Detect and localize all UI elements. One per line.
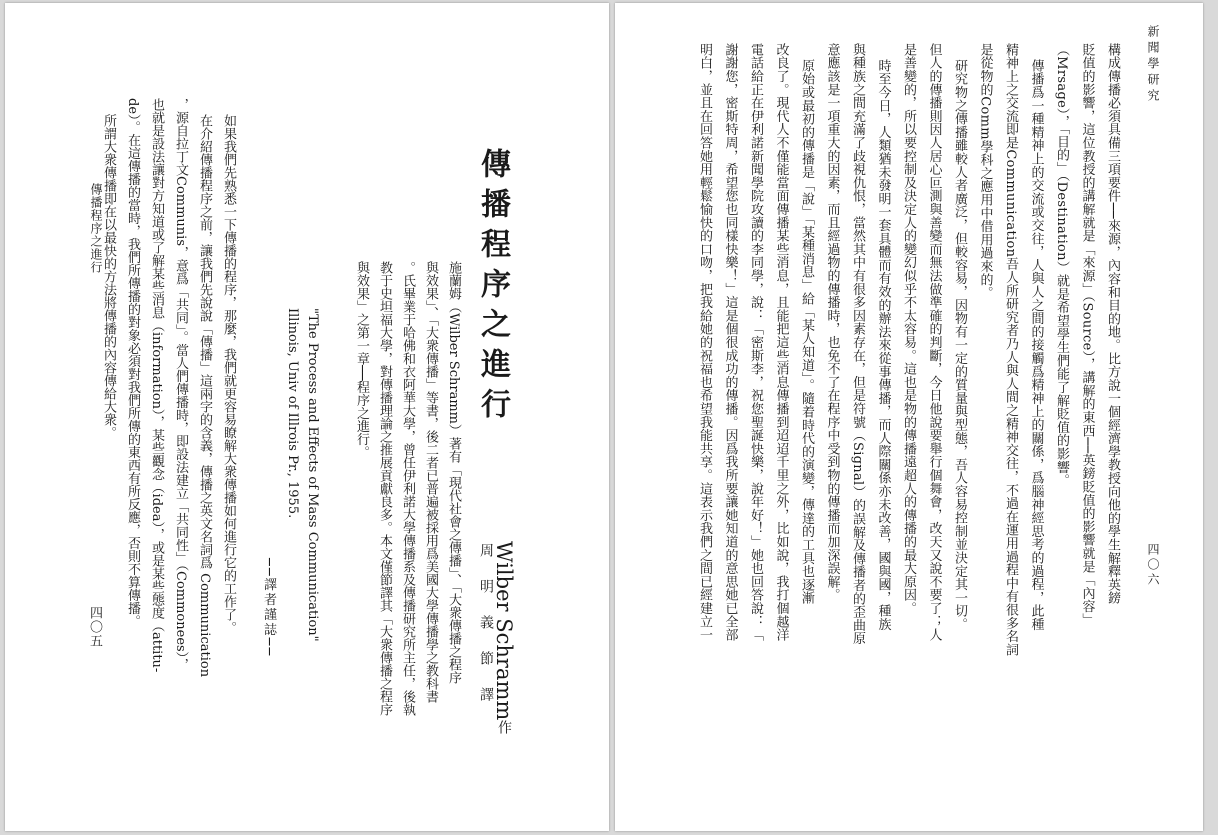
intro-line: 與效果」、「大衆傳播」等書，後二者已普遍被採用爲美國大學傳播學之教科書	[423, 261, 438, 703]
paragraph: 貶值的影響，這位教授的講解就是「來源」（Source），講解的東西──英鎊貶值的影響就是「內容」	[1079, 43, 1095, 627]
author-suffix: 作	[496, 720, 512, 735]
paragraph: ，源自拉丁文Communis，意爲「共同」。當人們傳播時，即設法建立「共同性」（Commonees），	[173, 98, 188, 672]
article-title: 傳播程序之進行	[475, 148, 510, 428]
translator-signoff: ──譯者謹誌──	[261, 558, 276, 658]
paragraph: （Mrsage），「目的」（Destination）就是希望學生們能了解貶值的影響。	[1054, 43, 1069, 487]
paragraph: 與種族之間充滿了歧視仇恨，當然其中有很多因素存在，但是符號（Signal）的誤解及傳播者的歪曲原	[850, 43, 865, 646]
paragraph: 但人的傳播則因人居心叵測與善變而無法做準確的判斷，今日他說要舉行個舞會，改天又說不要了；人	[926, 43, 942, 642]
citation-title: "The Process and Effects of Mass Communication"	[305, 308, 320, 642]
right-body-text	[690, 43, 1125, 811]
right-page	[615, 3, 1203, 831]
paragraph: 意應該是一項重大的因素，而且經過物的傳播時，也免不了在程序中受到物的傳播而加深誤解。	[824, 43, 840, 602]
intro-line: 與效果」之第一章──程序之進行。	[354, 261, 369, 459]
right-running-head: 新聞學研究	[1146, 25, 1160, 105]
intro-line: 教于史坦福大學，對傳播理論之推展貢獻良多。本文僅節譯其「大衆傳播之程序	[377, 261, 392, 716]
paragraph: 電話給正在伊利諾新聞學院攻讀的李同學，說：「密斯李，祝您聖誕快樂，說年好！」她也回答說：「	[748, 43, 763, 642]
right-page-number: 四〇六	[1146, 543, 1160, 588]
left-page	[5, 3, 609, 831]
paragraph: 明白，並且在回答她用輕鬆愉快的口吻，把我給她的祝福也希望我能共享。這表示我們之間已經建立一	[697, 43, 712, 642]
paragraph: 是善變的，所以要控制及決定人的變幻似乎不太容易。這也是物的傳播遠超人的傳播的最大原因。	[901, 43, 916, 615]
paragraph: 構成傳播必須具備三項要件──來源，內容和目的地。比方說一個經濟學教授向他的學生解釋英鎊	[1105, 43, 1120, 605]
paragraph: 時至今日，人類猶未發明一套具體而有效的辦法來從事傳播，而人際關係亦未改善，國與國，種族	[875, 58, 891, 631]
intro-block	[327, 261, 465, 741]
author-name-en: Wilber Schramm	[492, 541, 516, 721]
paragraph: 謝謝您，密斯特周，希望您也同樣快樂！」這是個很成功的傳播。因爲我所要讓她知道的意思她已全部	[722, 43, 738, 642]
paragraph: 所謂大衆傳播即在以最快的方法將傳播的內容傳給大衆。	[101, 113, 116, 439]
paragraph: 在介紹傳播程序之前，讓我們先說說「傳播」這兩字的含義，傳播之英文名詞爲 Communication	[197, 113, 212, 677]
paragraph: 改良了。現代人不僅能當面傳播某些消息，且能把這些消息傳播到迢迢千里之外，比如說，我打個越洋	[773, 43, 789, 642]
paragraph: 如果我們先熟悉一下傳播的程序，那麼，我們就更容易瞭解大衆傳播如何進行它的工作了。	[221, 113, 236, 634]
intro-line: 施蘭姆（Wilber Schramm）著有「現代社會之傳播」、「大衆傳播之程序	[446, 261, 461, 684]
paragraph: 精神上之交流即是Communication吾人所研究者乃人與人間之精神交往，不過在運用過程中有很多名詞	[1003, 43, 1018, 657]
paragraph: 研究物之傳播雖較人者廣泛，但較容易，因物有一定的質量與型態，吾人容易控制並決定其一切。	[952, 58, 967, 631]
left-running-head: 傳播程序之進行	[89, 183, 103, 274]
paragraph: de）。在這傳播的當時，我們所傳播的對象必須對我們所傳的東西有所反應，否則不算傳播。	[125, 98, 140, 628]
left-body-text	[90, 98, 240, 803]
citation-publisher: Illinois, Univ of Illrois Pr., 1955.	[285, 308, 300, 519]
intro-line: 。氏畢業于哈佛和衣阿華大學，曾任伊利諾大學傳播系及傳播研究所主任，後執	[400, 261, 415, 716]
paragraph: 也就是設法讓對方知道或了解某些消息（information），某些觀念（idea），或是某些態度（attitu-	[149, 98, 164, 673]
translator-name: 周 明 義 節 譯	[478, 543, 494, 705]
paragraph: 是從物的Comm學科之應用中借用過來的。	[977, 43, 993, 300]
paragraph: 原始或最初的傳播是「說」「某種消息」給「某人知道」。隨着時代的演變，傳達的工具也逐漸	[799, 58, 814, 605]
left-page-number: 四〇五	[87, 606, 102, 648]
paragraph: 傳播爲一種精神上的交流或交往，人與人之間的接觸爲精神上的關係，爲腦神經思考的過程，此種	[1028, 58, 1044, 631]
